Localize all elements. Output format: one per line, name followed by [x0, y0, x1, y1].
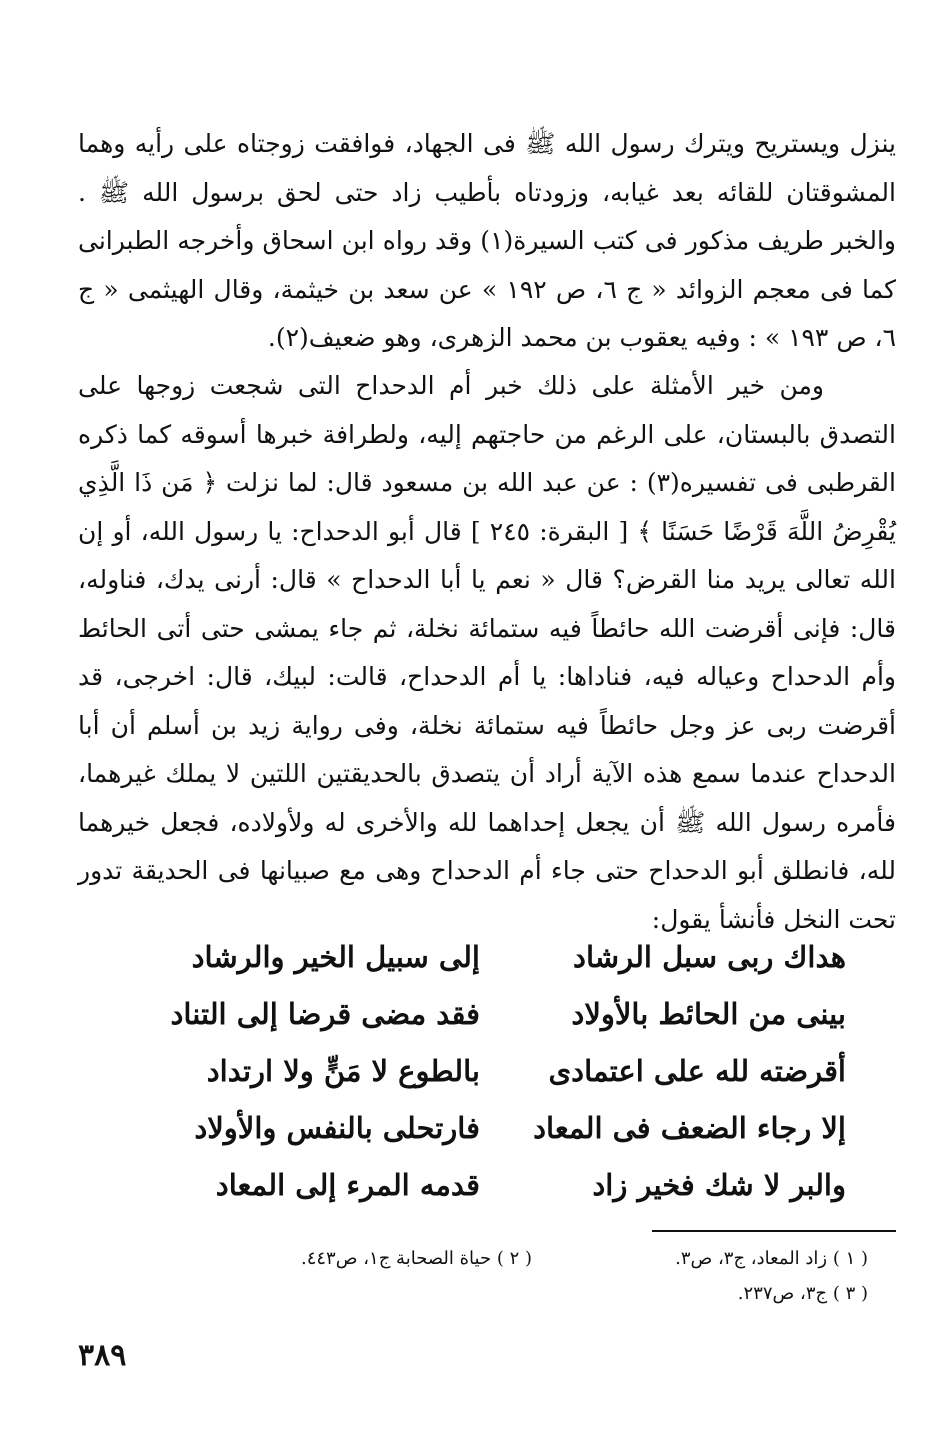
verse-5-first-hemistich: والبر لا شك فخير زاد	[592, 1168, 846, 1202]
poem-verse-4	[120, 1111, 846, 1167]
poem-verse-2	[120, 997, 846, 1053]
footnote-3: ( ٣ ) ج٣، ص٢٣٧.	[737, 1283, 868, 1304]
verse-1-second-hemistich: إلى سبيل الخير والرشاد	[191, 940, 480, 974]
verse-1-first-hemistich: هداك ربى سبل الرشاد	[573, 940, 846, 974]
verse-3-second-hemistich: بالطوع لا مَنٍّ ولا ارتداد	[206, 1054, 480, 1088]
verse-2-first-hemistich: بينى من الحائط بالأولاد	[571, 997, 846, 1031]
footnote-2: ( ٢ ) حياة الصحابة ج١، ص٤٤٣.	[300, 1248, 532, 1269]
verse-2-second-hemistich: فقد مضى قرضا إلى التناد	[170, 997, 480, 1031]
footnote-divider	[652, 1230, 896, 1232]
poem-verse-3	[120, 1054, 846, 1110]
paragraph-2: ومن خير الأمثلة على ذلك خبر أم الدحداح التى شجعت زوجها على التصدق بالبستان، على الرغم من حاجتهم إليه، ولطرافة خبرها أسوقه كما ذكره القرطبى فى تفسيره(٣) : عن عبد الله بن مسعود قال: لما نزلت ﴿ مَن ذَا الَّذِي يُقْرِضُ اللَّهَ قَرْضًا حَسَنًا ﴾ [ البقرة: ٢٤٥ ] قال أبو الدحداح: يا رسول الله، أو إن الله تعالى يريد منا القرض؟ قال « نعم يا أبا الدحداح » قال: أرنى يدك، فناوله، قال: فإنى أقرضت الله حائطاً فيه ستمائة نخلة، ثم جاء يمشى حتى أتى الحائط وأم الدحداح وعياله فيه، فناداها: يا أم الدحداح، قالت: لبيك، قال: اخرجى، قد أقرضت ربى عز وجل حائطاً فيه ستمائة نخلة، وفى رواية زيد بن أسلم أن أبا الدحداح عندما سمع هذه الآية أراد أن يتصدق بالحديقتين اللتين لا يملك غيرهما، فأمره رسول الله ﷺ أن يجعل إحداهما لله والأخرى له ولأولاده، فجعل خيرهما لله، فانطلق أبو الدحداح حتى جاء أم الدحداح وهى مع صبيانها فى الحديقة تدور تحت النخل فأنشأ يقول:	[78, 371, 896, 934]
footnote-1: ( ١ ) زاد المعاد، ج٣، ص٣.	[675, 1248, 868, 1269]
verse-5-second-hemistich: قدمه المرء إلى المعاد	[215, 1168, 480, 1202]
poem-verse-1	[120, 940, 846, 996]
paragraph-1: ينزل ويستريح ويترك رسول الله ﷺ فى الجهاد، فوافقت زوجتاه على رأيه وهما المشوقتان للقائه بعد غيابه، وزودتاه بأطيب زاد حتى لحق برسول الله ﷺ . والخبر طريف مذكور فى كتب السيرة(١) وقد رواه ابن اسحاق وأخرجه الطبرانى كما فى معجم الزوائد « ج ٦، ص ١٩٢ » عن سعد بن خيثمة، وقال الهيثمى « ج ٦، ص ١٩٣ » : وفيه يعقوب بن محمد الزهرى، وهو ضعيف(٢).	[78, 129, 897, 352]
verse-4-first-hemistich: إلا رجاء الضعف فى المعاد	[533, 1111, 846, 1145]
verse-4-second-hemistich: فارتحلى بالنفس والأولاد	[194, 1111, 480, 1145]
poem-verse-5	[120, 1168, 846, 1224]
page-number: ٣٨٩	[78, 1338, 127, 1373]
verse-3-first-hemistich: أقرضته لله على اعتمادى	[548, 1054, 846, 1088]
